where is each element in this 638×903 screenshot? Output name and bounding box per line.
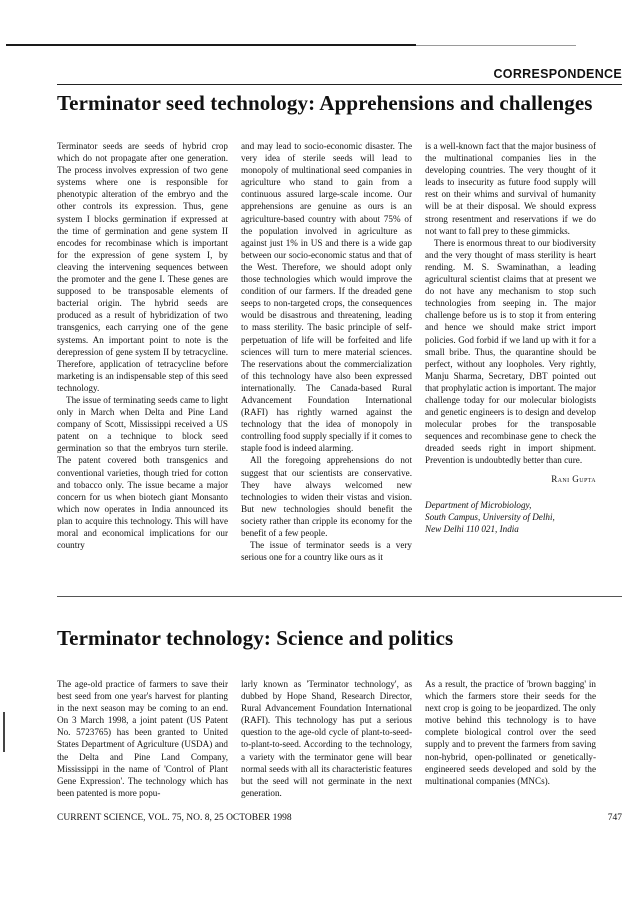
top-rule-thin xyxy=(416,45,576,46)
article2-column-2 xyxy=(241,678,412,799)
page-footer xyxy=(57,813,622,823)
author-name: Rani Gupta xyxy=(551,473,596,484)
article1-column-1 xyxy=(57,140,228,551)
journal-citation: CURRENT SCIENCE, VOL. 75, NO. 8, 25 OCTOBER 1998 xyxy=(57,813,292,823)
scan-margin-mark xyxy=(3,712,5,752)
paragraph: There is enormous threat to our biodiversity and the very thought of mass sterility is heart rending. M. S. Swaminathan, a leading agricultural scientist claims that at present we do not have any mechanism to stop such technologies from seeping in. The major challenge before us is to stop it from entering and hence we should make strict import policies. God forbid if we land up with it for a small bribe. Thus, the quarantine should be perfect, without any loopholes. Very rightly, Manju Sharma, Secretary, DBT pointed out that prophylatic action is important. The major challenge today for our molecular biologists and genetic engineers is to design and develop molecular probes for the transposable sequences and recombinase gene to check the dreaded seeds right in import shipment. Prevention is undoubtedly better than cure. xyxy=(425,237,596,466)
affiliation-line: Department of Microbiology, xyxy=(425,499,532,510)
section-rule xyxy=(57,84,622,85)
paragraph: The age-old practice of farmers to save their best seed from one year's harvest for planting in the next season may be coming to an end. On 3 March 1998, a joint patent (US Patent No. 5723765) has been granted to United States Department of Agriculture (USDA) and the Delta and Pine Land Company, Mississippi in the name of 'Control of Plant Gene Expression'. The technology which has been patented is more popu- xyxy=(57,679,228,798)
affiliation-line: South Campus, University of Delhi, xyxy=(425,511,555,522)
article-divider xyxy=(57,596,622,597)
article2-column-3 xyxy=(425,678,596,787)
paragraph: Terminator seeds are seeds of hybrid crop which do not propagate after one generation. The process involves expression of two gene systems where one is responsible for phenotypic alteration of the embryo and the other controls its expression. Thus, gene system I blocks germination if expressed at the time of germination and gene system II encodes for recombinase which is important for the expression of gene system I, by cleaving the intervening sequences between the promoter and the gene I. These genes are supposed to be transposable elements of bacterial origin. The hybrid seeds are produced as a result of hybridization of two transgenics, each carrying one of the gene systems. An important point to note is the derepression of gene system II by tetracycline. Therefore, application of tetracycline before marketing is an indispensable step of this seed technology. xyxy=(57,141,228,393)
article1-column-2 xyxy=(241,140,412,563)
article2-title: Terminator technology: Science and politics xyxy=(57,626,454,650)
paragraph: and may lead to socio-economic disaster. The very idea of sterile seeds will lead to monopoly of multinational seed companies in agriculture who stand to gain from a continuous assured large-scale income. Our apprehensions are genuine as ours is an agriculture-based country with about 75% of the population involved in agriculture as against just 1% in US and there is a wide gap between our socio-economic status and that of the West. Therefore, we should adopt only those technologies which would improve the condition of our farmers. If the dreaded gene seeps to non-targeted crops, the consequences would be disastrous and threatening, leading to mass sterility. The basic principle of self-perpetuation of life will be forfeited and life sciences will turn to mere material sciences. The reservations about the commercialization of this technology have also been expressed internationally. The Canada-based Rural Advancement Foundation International (RAFI) has rightly warned against the technology that the idea of monopoly in controlling food supply specially if it comes to staple food is indeed alarming. xyxy=(241,141,412,454)
paragraph: is a well-known fact that the major business of the multinational companies lies in the developing countries. The very thought of it leads to insecurity as future food supply will rest on their whims and survival of humanity will be at their disposal. We should express strong resentment and reservations if we do not want to fall prey to these gimmicks. xyxy=(425,141,596,236)
page-number: 747 xyxy=(607,813,622,823)
article1-title: Terminator seed technology: Apprehensions and challenges xyxy=(57,91,593,115)
section-label: CORRESPONDENCE xyxy=(493,67,622,81)
article1-column-3 xyxy=(425,140,596,535)
top-rule xyxy=(6,44,416,46)
article2-column-1 xyxy=(57,678,228,799)
paragraph: The issue of terminator seeds is a very serious one for a country like ours as it xyxy=(241,540,412,563)
author-affiliation xyxy=(425,499,596,535)
paragraph: larly known as 'Terminator technology', as dubbed by Hope Shand, Research Director, Rural Advancement Foundation International (RAFI). This technology has put a serious question to the age-old cycle of plant-to-seed-to-plant-to-seed. According to the technology, a variety with the terminator gene will bear normal seeds with all its characteristic features but the seed will not germinate in the next generation. xyxy=(241,679,412,798)
affiliation-line: New Delhi 110 021, India xyxy=(425,523,519,534)
paragraph: All the foregoing apprehensions do not suggest that our scientists are conservative. They have always welcomed new technologies to widen their vistas and vision. But new technologies should benefit the society rather than cripple its economy for the benefit of a few people. xyxy=(241,455,412,538)
paragraph: As a result, the practice of 'brown bagging' in which the farmers store their seeds for the next crop is going to be jeopardized. The only motive behind this technology is to have complete biological control over the seed supply and to prevent the farmers from saving non-hybrid, open-pollinated or genetically-engineered seeds developed and sold by the multinational companies (MNCs). xyxy=(425,679,596,786)
paragraph: The issue of terminating seeds came to light only in March when Delta and Pine Land company of Scott, Mississippi received a US patent on a technique to block seed germination so that the embryos turn sterile. The patent covered both transgenics and conventional varieties, though tried for cotton and tobacco only. The issue became a major concern for us when biotech giant Monsanto which now operates in India announced its plan to acquire this technology. This will have moral and economical implications for our country xyxy=(57,394,228,551)
